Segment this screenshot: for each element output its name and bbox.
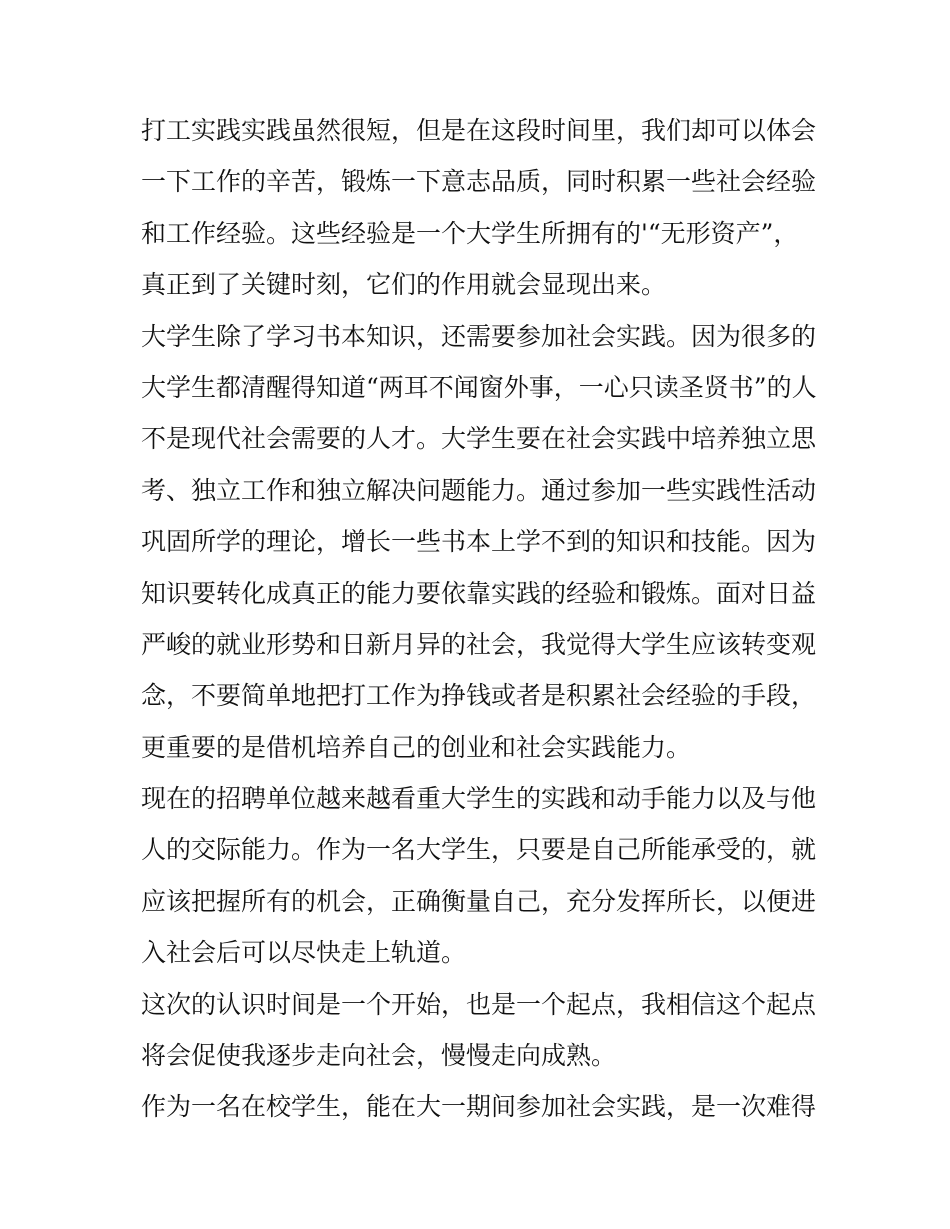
text-line: 严峻的就业形势和日新月异的社会，我觉得大学生应该转变观: [141, 629, 817, 659]
text-line: 入社会后可以尽快走上轨道。: [141, 938, 467, 968]
text-line: 应该把握所有的机会，正确衡量自己，充分发挥所长，以便进: [141, 886, 817, 916]
text-line: 知识要转化成真正的能力要依靠实践的经验和锻炼。面对日益: [141, 578, 817, 608]
text-line: 巩固所学的理论，增长一些书本上学不到的知识和技能。因为: [141, 527, 817, 557]
text-line: 真正到了关键时刻，它们的作用就会显现出来。: [141, 270, 667, 300]
text-line: 考、独立工作和独立解决问题能力。通过参加一些实践性活动: [141, 475, 817, 505]
text-line: 一下工作的辛苦，锻炼一下意志品质，同时积累一些社会经验: [141, 167, 817, 197]
text-line: 大学生都清醒得知道“两耳不闻窗外事，一心只读圣贤书”的人: [141, 372, 817, 402]
text-line: 人的交际能力。作为一名大学生，只要是自己所能承受的，就: [141, 835, 817, 865]
text-line: 将会促使我逐步走向社会，慢慢走向成熟。: [141, 1041, 617, 1071]
text-line: 大学生除了学习书本知识，还需要参加社会实践。因为很多的: [141, 321, 817, 351]
text-line: 不是现代社会需要的人才。大学生要在社会实践中培养独立思: [141, 424, 817, 454]
text-line: 和工作经验。这些经验是一个大学生所拥有的'“无形资产”，: [141, 218, 799, 248]
text-line: 这次的认识时间是一个开始，也是一个起点，我相信这个起点: [141, 989, 817, 1019]
text-line: 打工实践实践虽然很短，但是在这段时间里，我们却可以体会: [141, 116, 817, 145]
text-line: 现在的招聘单位越来越看重大学生的实践和动手能力以及与他: [141, 784, 817, 814]
text-line: 更重要的是借机培养自己的创业和社会实践能力。: [141, 732, 692, 762]
body-text: [141, 105, 821, 1133]
text-line: 念，不要简单地把打工作为挣钱或者是积累社会经验的手段，: [141, 681, 817, 711]
text-line: 作为一名在校学生，能在大一期间参加社会实践，是一次难得: [141, 1092, 817, 1122]
